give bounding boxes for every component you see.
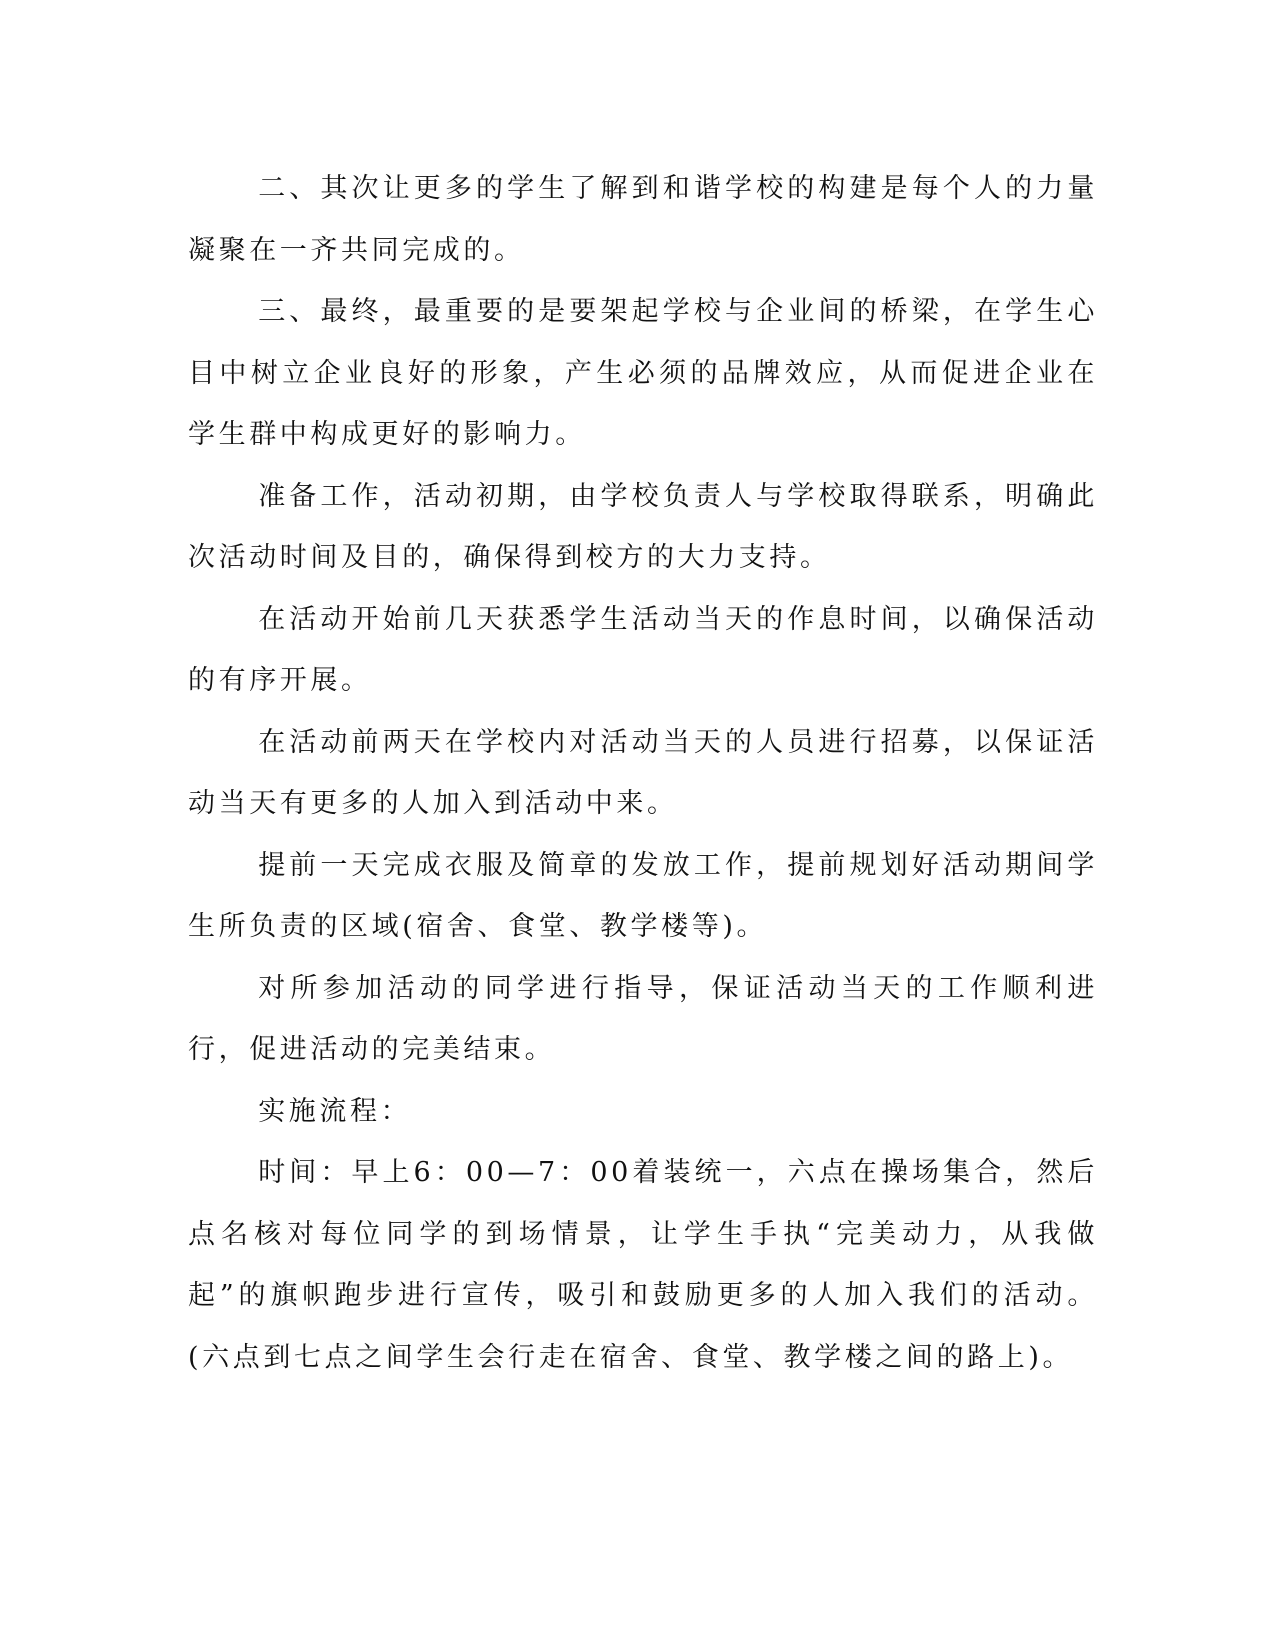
paragraph-3: 准备工作，活动初期，由学校负责人与学校取得联系，明确此次活动时间及目的，确保得到校方的大力支持。 — [188, 480, 1098, 573]
paragraph-4: 在活动开始前几天获悉学生活动当天的作息时间，以确保活动的有序开展。 — [188, 603, 1098, 696]
paragraph-1: 二、其次让更多的学生了解到和谐学校的构建是每个人的力量凝聚在一齐共同完成的。 — [188, 173, 1098, 266]
paragraph-9: 时间：早上6：00—7：00着装统一，六点在操场集合，然后点名核对每位同学的到场情景，让学生手执“完美动力，从我做起”的旗帜跑步进行宣传，吸引和鼓励更多的人加入我们的活动。(六点到七点之间学生会行走在宿舍、食堂、教学楼之间的路上)。 — [188, 1157, 1098, 1373]
paragraph-5: 在活动前两天在学校内对活动当天的人员进行招募，以保证活动当天有更多的人加入到活动中来。 — [188, 726, 1098, 819]
paragraph-2: 三、最终，最重要的是要架起学校与企业间的桥梁，在学生心目中树立企业良好的形象，产生必须的品牌效应，从而促进企业在学生群中构成更好的影响力。 — [188, 296, 1098, 450]
paragraph-7: 对所参加活动的同学进行指导，保证活动当天的工作顺利进行，促进活动的完美结束。 — [188, 972, 1098, 1065]
paragraph-8: 实施流程： — [258, 1095, 412, 1127]
document-body — [188, 158, 1098, 1388]
paragraph-6: 提前一天完成衣服及简章的发放工作，提前规划好活动期间学生所负责的区域(宿舍、食堂、教学楼等)。 — [188, 849, 1098, 942]
